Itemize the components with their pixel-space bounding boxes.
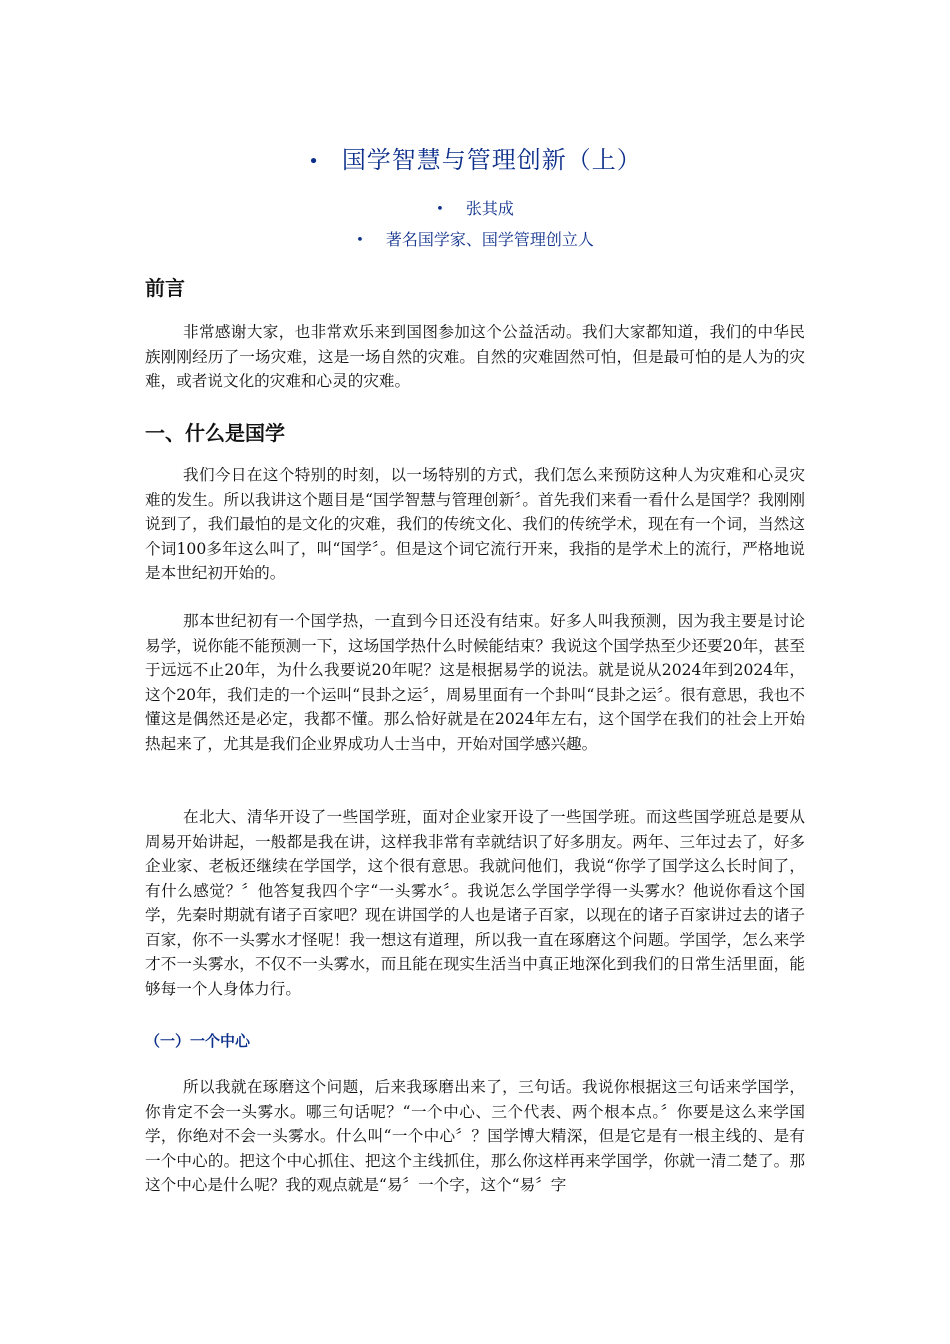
author-title-line: [0, 227, 950, 250]
subsection-paragraph: 所以我就在琢磨这个问题，后来我琢磨出来了，三句话。我说你根据这三句话来学国学，你肯定不会一头雾水。哪三句话呢？“一个中心、三个代表、两个根本点。〞你要是这么来学国学，你绝对不会一头雾水。什么叫“一个中心〞？国学博大精深，但是它是有一根主线的、是有一个中心的。把这个中心抓住、把这个主线抓住，那么你这样再来学国学，你就一清二楚了。那这个中心是什么呢？我的观点就是“易〞一个字，这个“易〞字: [145, 1078, 805, 1194]
preface-heading: 前言: [145, 276, 185, 300]
bullet-icon: •: [308, 151, 320, 172]
subsection-heading: （一）一个中心: [145, 1032, 251, 1050]
author-title: 著名国学家、国学管理创立人: [385, 230, 594, 249]
bullet-icon: •: [356, 233, 364, 248]
section-paragraph-2: 那本世纪初有一个国学热，一直到今日还没有结束。好多人叫我预测，因为我主要是讨论易学，说你能不能预测一下，这场国学热什么时候能结束？我说这个国学热至少还要20年，甚至于远远不止20年，为什么我要说20年呢？这是根据易学的说法。就是说从2024年到2024年，这个20年，我们走的一个运叫“艮卦之运〞，周易里面有一个卦叫“艮卦之运〞。很有意思，我也不懂这是偶然还是必定，我都不懂。那么恰好就是在2024年左右，这个国学在我们的社会上开始热起来了，尤其是我们企业界成功人士当中，开始对国学感兴趣。: [145, 612, 805, 753]
document-title: 国学智慧与管理创新（上）: [341, 146, 642, 174]
section-paragraph-1: 我们今日在这个特别的时刻，以一场特别的方式，我们怎么来预防这种人为灾难和心灵灾难的发生。所以我讲这个题目是“国学智慧与管理创新〞。首先我们来看一看什么是国学？我刚刚说到了，我们最怕的是文化的灾难，我们的传统文化、我们的传统学术，现在有一个词，当然这个词100多年这么叫了，叫“国学〞。但是这个词它流行开来，我指的是学术上的流行，严格地说是本世纪初开始的。: [145, 466, 805, 582]
title-line: [0, 140, 950, 175]
author-line: [0, 196, 950, 219]
section-heading: 一、什么是国学: [145, 421, 285, 445]
section-paragraph-3: 在北大、清华开设了一些国学班，面对企业家开设了一些国学班。而这些国学班总是要从周易开始讲起，一般都是我在讲，这样我非常有幸就结识了好多朋友。两年、三年过去了，好多企业家、老板还继续在学国学，这个很有意思。我就问他们，我说“你学了国学这么长时间了，有什么感觉？〞他答复我四个字“一头雾水〞。我说怎么学国学学得一头雾水？他说你看这个国学，先秦时期就有诸子百家吧？现在讲国学的人也是诸子百家，以现在的诸子百家讲过去的诸子百家，你不一头雾水才怪呢！我一想这有道理，所以我一直在琢磨这个问题。学国学，怎么来学才不一头雾水，不仅不一头雾水，而且能在现实生活当中真正地深化到我们的日常生活里面，能够每一个人身体力行。: [145, 808, 805, 998]
author-name: 张其成: [465, 199, 514, 218]
bullet-icon: •: [436, 202, 444, 217]
preface-paragraph: 非常感谢大家，也非常欢乐来到国图参加这个公益活动。我们大家都知道，我们的中华民族刚刚经历了一场灾难，这是一场自然的灾难。自然的灾难固然可怕，但是最可怕的是人为的灾难，或者说文化的灾难和心灵的灾难。: [145, 323, 805, 390]
